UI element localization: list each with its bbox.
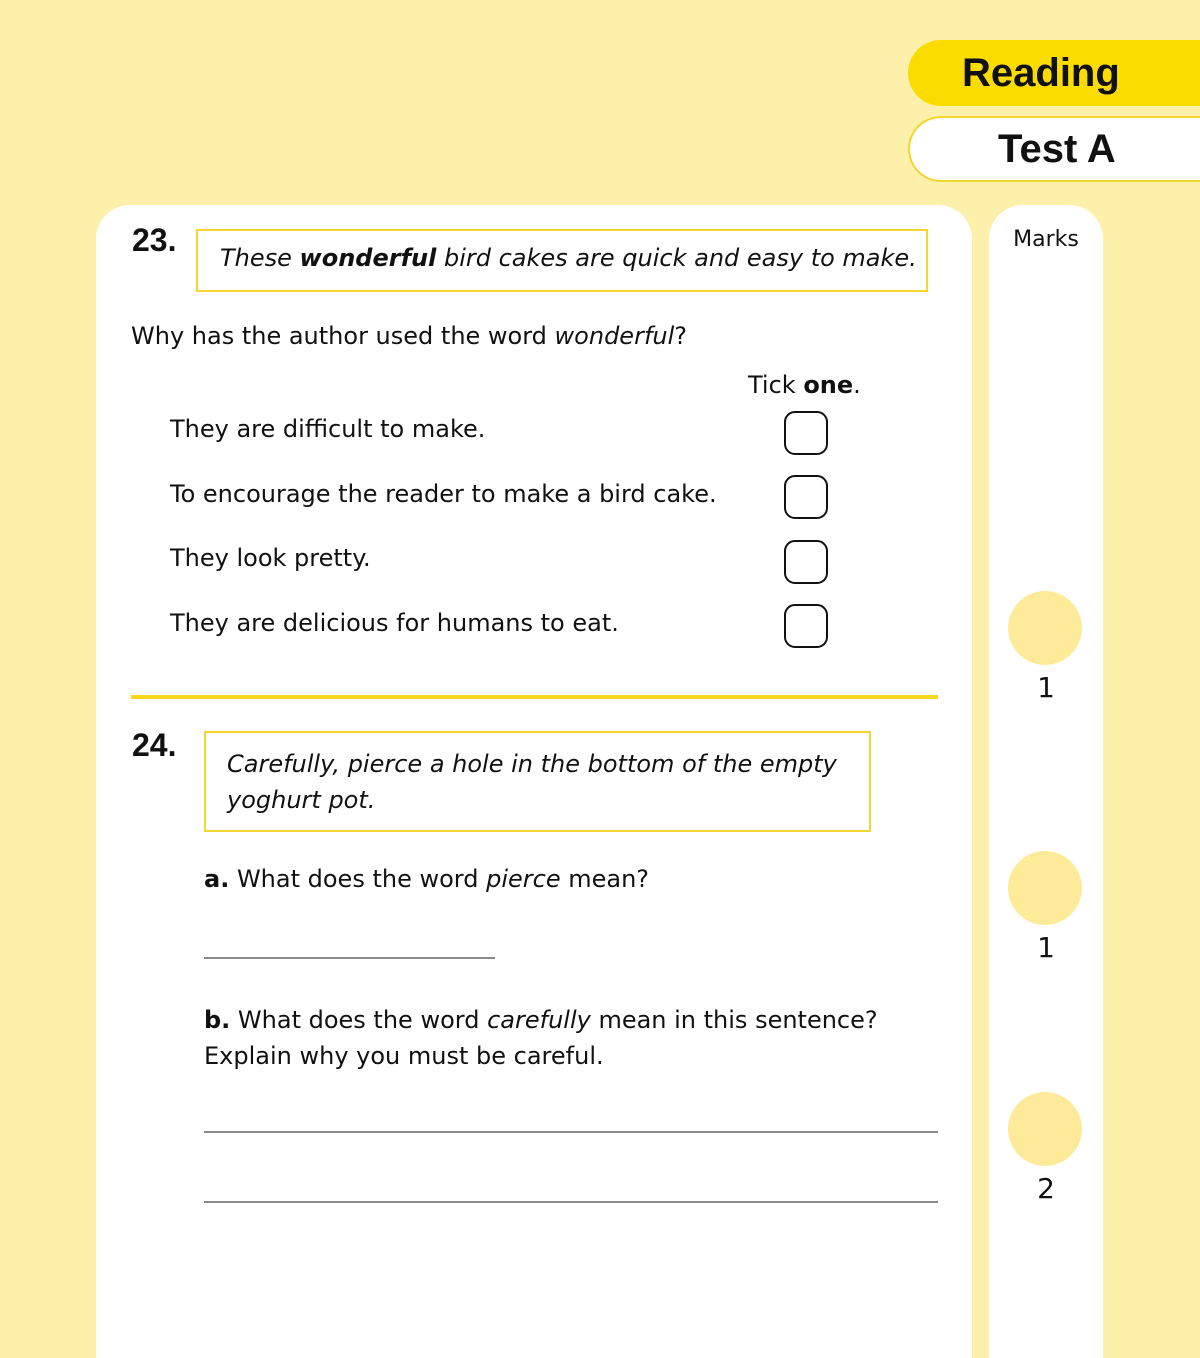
question-divider xyxy=(131,695,938,699)
option-3-checkbox[interactable] xyxy=(784,540,828,584)
instruction-after: . xyxy=(853,371,861,399)
quote-line-2: yoghurt pot. xyxy=(227,786,376,814)
part-a-before: What does the word xyxy=(229,865,487,893)
option-1-checkbox[interactable] xyxy=(784,411,828,455)
tick-instruction xyxy=(748,371,861,399)
part-b-italic: carefully xyxy=(487,1006,591,1034)
question-23-prompt xyxy=(131,322,687,350)
question-23-quote xyxy=(196,229,928,292)
question-24-quote xyxy=(204,731,871,832)
part-a-label: a. xyxy=(204,865,230,893)
option-2-label: To encourage the reader to make a bird cake. xyxy=(170,480,717,508)
question-24a-prompt xyxy=(204,865,649,893)
prompt-italic: wonderful xyxy=(554,322,675,350)
prompt-after: ? xyxy=(674,322,688,350)
question-24b-prompt xyxy=(204,1002,878,1074)
part-b-after: mean in this sentence? xyxy=(590,1006,878,1034)
option-3-label: They look pretty. xyxy=(170,544,371,572)
test-tab: Test A xyxy=(908,116,1200,182)
part-a-italic: pierce xyxy=(486,865,561,893)
mark-circle-24a[interactable] xyxy=(1008,851,1082,925)
quote-text-bold: wonderful xyxy=(299,244,437,272)
part-a-after: mean? xyxy=(560,865,650,893)
quote-text-after: bird cakes are quick and easy to make. xyxy=(436,244,917,272)
mark-circle-24b[interactable] xyxy=(1008,1092,1082,1166)
question-24-number: 24. xyxy=(132,727,177,763)
option-4-label: They are delicious for humans to eat. xyxy=(170,609,619,637)
subject-tab: Reading xyxy=(908,40,1200,106)
marks-column xyxy=(989,205,1103,1358)
option-2-checkbox[interactable] xyxy=(784,475,828,519)
instruction-bold: one xyxy=(803,371,854,399)
option-1-label: They are difficult to make. xyxy=(170,415,486,443)
option-4-checkbox[interactable] xyxy=(784,604,828,648)
mark-value-24b: 2 xyxy=(1037,1172,1055,1205)
mark-circle-23[interactable] xyxy=(1008,591,1082,665)
quote-line-1: Carefully, pierce a hole in the bottom of the empty xyxy=(227,750,837,778)
answer-line-24b-2[interactable] xyxy=(204,1201,938,1203)
instruction-before: Tick xyxy=(748,371,804,399)
marks-label: Marks xyxy=(1013,227,1079,252)
part-b-label: b. xyxy=(204,1006,231,1034)
quote-text-before: These xyxy=(220,244,300,272)
answer-line-24b-1[interactable] xyxy=(204,1131,938,1133)
answer-line-24a[interactable] xyxy=(204,957,495,959)
part-b-before: What does the word xyxy=(230,1006,488,1034)
mark-value-24a: 1 xyxy=(1037,931,1055,964)
question-23-number: 23. xyxy=(132,222,177,258)
prompt-before: Why has the author used the word xyxy=(131,322,555,350)
mark-value-23: 1 xyxy=(1037,671,1055,704)
part-b-line-2: Explain why you must be careful. xyxy=(204,1042,604,1070)
